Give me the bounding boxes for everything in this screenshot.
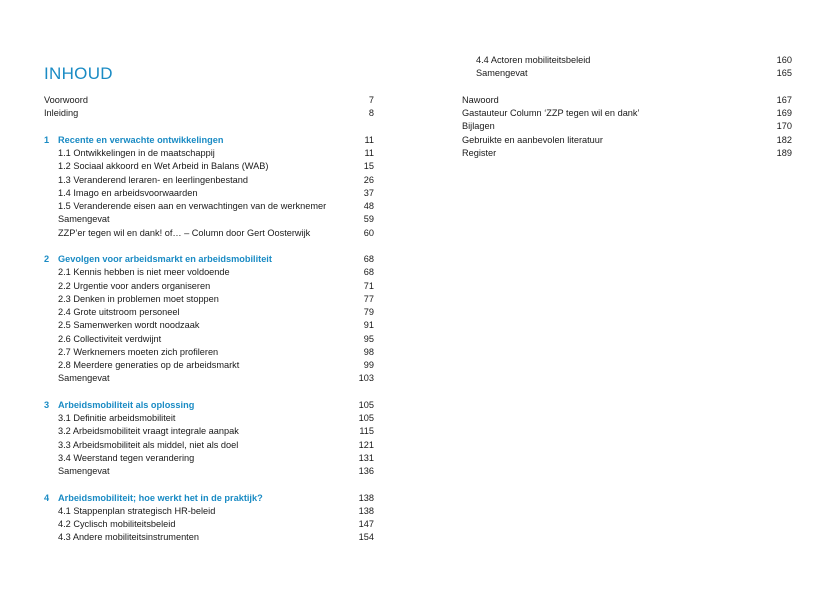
toc-entry-label: 2.2 Urgentie voor anders organiseren [58,280,211,291]
toc-entry [44,425,374,438]
toc-page-number: 138 [358,505,374,516]
toc-entry [44,306,374,319]
toc-page-number: 169 [776,108,792,118]
toc-page-number: 147 [358,519,374,529]
toc-entry [44,452,374,465]
toc-page-number: 7 [368,95,374,105]
toc-entry [462,67,792,80]
toc-entry [44,174,374,187]
chapter-heading [44,492,374,505]
toc-entry-label: 3.1 Definitie arbeidsmobiliteit [58,413,176,423]
toc-entry [44,227,374,240]
toc-page-number: 11 [364,134,374,145]
toc-entry [44,505,374,518]
toc-page-number: 15 [363,161,374,172]
spacer [462,81,792,94]
toc-entry [44,531,374,544]
toc-page-number: 189 [776,147,792,158]
toc-entry [44,439,374,452]
toc-entry-label: 3.2 Arbeidsmobiliteit vraagt integrale aanpak [58,426,239,437]
spacer [44,386,374,399]
toc-page-number: 11 [364,148,374,158]
chapter-title: Arbeidsmobiliteit als oplossing [58,399,195,410]
toc-entry [44,266,374,279]
toc-entry-label: 2.5 Samenwerken wordt noodzaak [58,320,200,331]
toc-entry-label: 1.3 Veranderend leraren- en leerlingenbestand [58,174,249,185]
toc-page-number: 121 [358,439,374,450]
chapter-number: 4 [44,492,50,503]
chapter-title: Recente en verwachte ontwikkelingen [58,134,224,145]
chapter-heading [44,253,374,266]
spacer [44,240,374,253]
toc-entry [44,319,374,332]
toc-page-number: 60 [363,227,374,238]
toc-entry-label: 1.5 Veranderende eisen aan en verwachtingen van de werknemer [58,201,327,211]
toc-page-number: 59 [363,214,374,225]
toc-page-number: 167 [776,94,792,105]
chapter-number: 3 [44,399,50,410]
toc-entry-label: Samengevat [476,68,528,79]
toc-entry-label: Gastauteur Column ‘ZZP tegen wil en dank’ [462,108,640,118]
toc-page-number: 103 [358,373,374,384]
toc-entry [462,94,792,107]
toc-entry-label: 4.3 Andere mobiliteitsinstrumenten [58,532,199,543]
toc-entry [44,107,374,120]
toc-entry-label: Samengevat [58,373,110,384]
spacer [44,121,374,134]
toc-page-number: 165 [776,68,792,79]
toc-entry [44,333,374,346]
chapter-heading [44,399,374,412]
toc-page-number: 154 [358,532,374,543]
toc-entry-label: Nawoord [462,94,499,105]
toc-entry-label: 1.4 Imago en arbeidsvoorwaarden [58,187,198,198]
toc-entry [44,293,374,306]
toc-page-number: 98 [363,346,374,357]
toc-entry-label: 2.7 Werknemers moeten zich profileren [58,346,219,357]
toc-right-column [462,54,792,160]
toc-page-number: 138 [358,492,374,503]
toc-entry [462,54,792,67]
toc-page-number: 182 [776,134,792,145]
toc-entry-label: 4.4 Actoren mobiliteitsbeleid [476,55,591,65]
toc-page-number: 48 [363,201,374,211]
toc-entry-label: 2.1 Kennis hebben is niet meer voldoende [58,267,230,278]
toc-page-number: 99 [363,360,374,370]
chapter-number: 2 [44,254,50,264]
chapter-number: 1 [44,134,50,145]
toc-entry [44,280,374,293]
toc-page-number: 136 [358,466,374,476]
toc-entry [44,213,374,226]
toc-entry [44,372,374,385]
toc-page-number: 37 [363,187,374,198]
toc-page-number: 131 [358,452,374,463]
toc-page-number: 26 [363,174,374,185]
spacer [44,478,374,491]
toc-page-number: 115 [359,426,374,437]
toc-entry [44,187,374,200]
toc-entry-label: 2.6 Collectiviteit verdwijnt [58,333,162,344]
toc-entry [462,134,792,147]
toc-entry-label: 2.8 Meerdere generaties op de arbeidsmarkt [58,360,240,370]
toc-left-column [44,94,374,545]
toc-page-number: 105 [358,413,374,423]
toc-entry-label: 4.1 Stappenplan strategisch HR-beleid [58,505,216,516]
toc-entry [44,94,374,107]
toc-entry-label: 2.3 Denken in problemen moet stoppen [58,293,219,304]
toc-entry [44,359,374,372]
chapter-heading [44,134,374,147]
toc-entry-label: 3.4 Weerstand tegen verandering [58,452,195,463]
toc-entry [44,346,374,359]
toc-entry-label: Bijlagen [462,121,495,132]
toc-entry-label: Voorwoord [44,95,88,105]
toc-entry-label: Inleiding [44,108,79,119]
toc-entry-label: Samengevat [58,466,110,476]
toc-entry [44,518,374,531]
toc-entry [44,465,374,478]
toc-entry-label: 3.3 Arbeidsmobiliteit als middel, niet als doel [58,439,239,450]
toc-entry [44,412,374,425]
toc-entry [462,120,792,133]
toc-entry [462,107,792,120]
page-title: INHOUD [44,64,113,83]
toc-page-number: 160 [776,55,792,65]
chapter-title: Arbeidsmobiliteit; hoe werkt het in de praktijk? [58,492,263,503]
toc-entry [462,147,792,160]
toc-entry [44,147,374,160]
toc-page-number: 8 [368,108,374,119]
toc-page-number: 68 [363,254,374,264]
toc-entry-label: Register [462,147,497,158]
toc-page-number: 77 [363,293,374,304]
toc-entry-label: Gebruikte en aanbevolen literatuur [462,134,603,145]
toc-entry [44,160,374,173]
toc-page-number: 95 [363,333,374,344]
toc-page-number: 68 [363,267,374,278]
toc-entry-label: ZZP’er tegen wil en dank! of… – Column door Gert Oosterwijk [58,227,311,238]
toc-entry-label: 1.2 Sociaal akkoord en Wet Arbeid in Balans (WAB) [58,161,269,172]
toc-entry-label: Samengevat [58,214,110,225]
toc-page-number: 91 [363,320,374,331]
toc-page-number: 170 [776,121,792,132]
toc-entry-label: 1.1 Ontwikkelingen in de maatschappij [58,148,215,158]
toc-page-number: 79 [363,307,374,317]
toc-page-number: 105 [358,399,374,410]
toc-entry-label: 2.4 Grote uitstroom personeel [58,307,180,317]
toc-entry [44,200,374,213]
toc-entry-label: 4.2 Cyclisch mobiliteitsbeleid [58,519,176,529]
toc-page-number: 71 [363,280,374,291]
chapter-title: Gevolgen voor arbeidsmarkt en arbeidsmobiliteit [58,254,272,264]
